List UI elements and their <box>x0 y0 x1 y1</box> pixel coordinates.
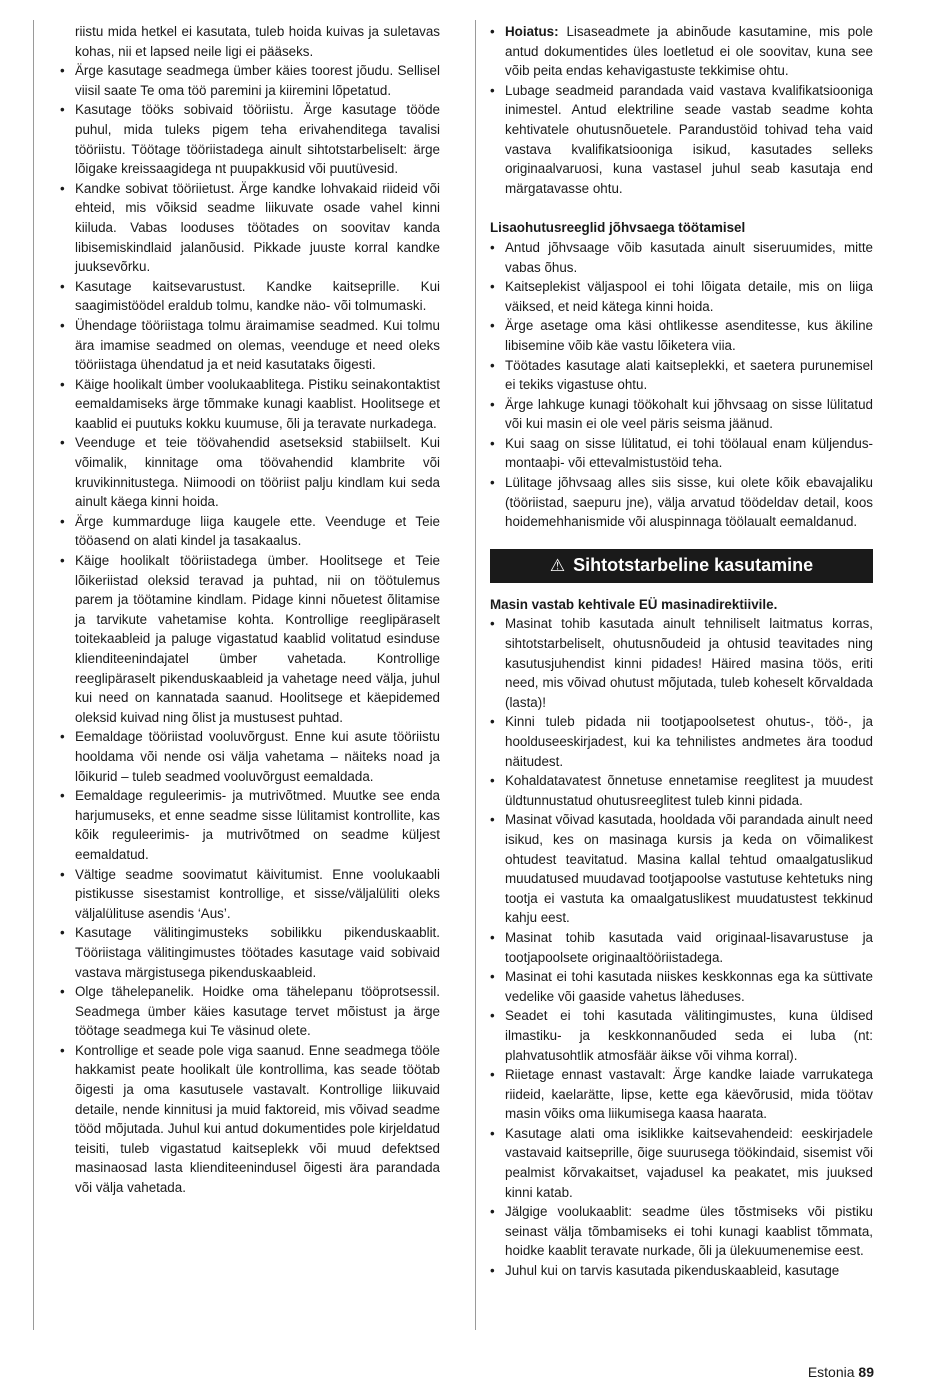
intended-use-title: Sihtotstarbeline kasutamine <box>573 555 814 576</box>
list-item-text: Vältige seadme soovimatut käivitumist. Enne voolukaabli pistikusse sisestamist kontrollige, et sisse/väljalüliti oleks väljalülituse asendis ‘Aus’. <box>75 866 440 921</box>
left-safety-list <box>60 22 440 1198</box>
list-item: • Juhul kui on tarvis kasutada pikenduskaableid, kasutage <box>490 1261 873 1281</box>
list-item: • Masinat ei tohi kasutada niiskes keskkonnas ega ka süttivate vedelike või gaaside vahetus läheduses. <box>490 967 873 1006</box>
left-margin-rule <box>33 20 34 1330</box>
list-item-text: Ärge kummarduge liiga kaugele ette. Veenduge et Teie tööasend on alati kindel ja tasakaalus. <box>75 513 440 549</box>
list-item: • Ärge lahkuge kunagi töökohalt kui jõhvsaag on sisse lülitatud või kui masin ei ole veel päris seisma jäänud. <box>490 395 873 434</box>
continued-text <box>60 22 440 61</box>
list-item: • Masinat võivad kasutada, hooldada või parandada ainult need isikud, kes on masinaga kursis ja keda on võimalikest ohtudest teavitatud. Masina kallal tehtud omaalgatuslikud muudatused muudavad tootjapoolse vastutuse kehtetuks ning tootja ei vastuta ka omaalgatuslikest muudatustest tekkinud kahju eest. <box>490 810 873 928</box>
list-item <box>490 22 873 81</box>
intended-use-banner <box>490 549 873 583</box>
safety-list-item <box>60 865 440 924</box>
footer-country: Estonia <box>807 1364 855 1380</box>
safety-list-item <box>60 512 440 551</box>
list-item-text: riistu mida hetkel ei kasutata, tuleb hoida kuivas ja suletavas kohas, nii et lapsed neile ligi ei pääseks. <box>75 24 440 59</box>
page-number: 89 <box>858 1364 874 1380</box>
list-item-text: Ärge kasutage seadmega ümber käies toorest jõudu. Sellisel viisil saate Te oma töö paremini ja kiiremini lõpetatud. <box>75 63 440 98</box>
column-divider <box>475 20 476 1330</box>
list-item: • Jälgige voolukaablit: seadme üles tõstmiseks või pistiku seinast välja tõmbamiseks ei tohi kunagi kaablist tõmmata, hoidke kaablit teravate nurkade, õli ja ülekuumenemise eest. <box>490 1202 873 1261</box>
left-column <box>60 22 440 1198</box>
list-item: • Antud jõhvsaage võib kasutada ainult siseruumides, mitte vabas õhus. <box>490 238 873 277</box>
safety-list-item <box>60 551 440 727</box>
list-item-text: Kontrollige et seade pole viga saanud. Enne seadmega tööle hakkamist peate hoolikalt üle kontrollima, kas seade töötab õigesti ja oma kasutusele vastavalt. Kontrollige liikuvaid detaile, nende kinnitusi ja muid faktoreid, mis võivad seadme tööd mõjutada. Juhul kui antud dokumentides pole kirjeldatud teisiti, tuleb vigastatud kaitseplekk või muud defektsed masinaosad lasta klienditeenindusel õigesti ära parandada või välja vahetada. <box>75 1042 440 1196</box>
jigsaw-safety-heading: Lisaohutusreeglid jõhvsaega töötamisel <box>490 220 746 236</box>
list-item-text: Kasutage tööks sobivaid tööriistu. Ärge kasutage tööde puhul, mida tuleks pigem teha erivahenditega tavalisi tööriistu. Töötage tööriistadega ainult sihtotstarbeliselt: ärge lõigake kreissaagidega nt puupakkusid või puutüvesid. <box>75 102 440 177</box>
list-item: • Riietage ennast vastavalt: Ärge kandke laiade varrukatega riideid, kaelarätte, lipse, kette ega käevõrusid, mida töötav masin võiks oma liikumisega kaasa haarata. <box>490 1065 873 1124</box>
list-item: • Seadet ei tohi kasutada välitingimustes, kuna üldised ilmastiku- ja keskkonnanõuded seda ei luba (nt: plahvatusohtlik atmosfäär äikse või vihma korral). <box>490 1006 873 1065</box>
right-column <box>490 22 873 1281</box>
list-item: • Kaitseplekist väljaspool ei tohi lõigata detaile, mis on liiga väiksed, et neid kätega kinni hoida. <box>490 277 873 316</box>
warning-triangle-icon: ⚠ <box>549 556 566 576</box>
list-item-text: Eemaldage reguleerimis- ja mutrivõtmed. Muutke see enda harjumuseks, et enne seadme sisse lülitamist kontrollite, kas kõik reguleerimis- ja mutrivõtmed on seadme küljest eemaldatud. <box>75 788 440 862</box>
list-item: • Ärge asetage oma käsi ohtlikesse asenditesse, kus äkiline libisemine võib käe vastu lõiketera viia. <box>490 316 873 355</box>
safety-list-item <box>60 433 440 511</box>
safety-list-item <box>60 786 440 864</box>
list-item: • Kinni tuleb pidada nii tootjapoolsetest ohutus-, töö-, ja hoolduseeskirjadest, kui ka tehnilistes andmetes ära toodud näitudest. <box>490 712 873 771</box>
list-item: • Kohaldatavatest õnnetuse ennetamise reeglitest ja muudest üldtunnustatud ohutusreeglitest tuleb kinni pidada. <box>490 771 873 810</box>
safety-list-item <box>60 316 440 375</box>
page-footer <box>808 1364 874 1380</box>
right-top-list <box>490 22 873 198</box>
list-item-text: Veenduge et teie töövahendid asetseksid stabiilselt. Kui võimalik, kinnitage oma töövahendid klambrite või kruvikinnitustega. Niimoodi on tööriist palju kindlam kui seda ainult käega kinni hoida. <box>75 435 440 510</box>
list-item-text: Kasutage välitingimusteks sobilikku pikenduskaablit. Tööriistaga välitingimustes töötades kasutage vaid sobivaid vastava märgistusega pikenduskaableid. <box>75 925 440 980</box>
safety-list-item <box>60 1041 440 1198</box>
list-item-text: Käige hoolikalt tööriistadega ümber. Hoolitsege et Teie lõikeriistad oleksid teravad ja puhtad, nii on töötulemus parem ja töötamine kindlam. Pidage kinni nõuetest õlitamise ja tarvikute vahetamise kohta. Kontrollige reeglipäraselt toitekaableid ja paluge vigastatud kaablid volitatud esinduse klienditeenindajatel ümber vahetada. Kontrollige reeglipäraselt pikenduskaableid ja vahetage need välja, juhul kui need on kannatada saanud. Hoolitsege et käepidemed oleksid kuivad ning õlist ja mustusest puhtad. <box>75 553 440 725</box>
list-item-text: Kandke sobivat tööriietust. Ärge kandke lohvakaid riideid või ehteid, mis võiksid seadme liikuvate osade vahel kinni kiiluda. Vabas looduses töötades on soovitav kanda libisemiskindlaid jalanõusid. Pikkade juuste korral kandke juuksevõrku. <box>75 180 440 275</box>
list-item: • Töötades kasutage alati kaitseplekki, et saetera purunemisel ei tekiks vigastuse ohtu. <box>490 356 873 395</box>
list-item: • Masinat tohib kasutada vaid originaal-lisavarustuse ja tootjapoolsete originaaltööriistadega. <box>490 928 873 967</box>
list-item: • Lülitage jõhvsaag alles siis sisse, kui olete kõik ebavajaliku (tööriistad, saepuru jne), välja arvatud töödeldav detail, koos hoidemehhanismide või aluspinnaga töölaualt eemaldanud. <box>490 473 873 532</box>
safety-list-item <box>60 277 440 316</box>
list-item <box>490 81 873 199</box>
list-item-text: Lisaseadmete ja abinõude kasutamine, mis pole antud dokumentides üles loetletud ei ole soovitav, kuna see võib peita endas kehavigastuste tekkimise ohtu. <box>505 24 873 79</box>
safety-list-item <box>60 375 440 434</box>
safety-list-item <box>60 923 440 982</box>
list-item-text: Eemaldage tööriistad vooluvõrgust. Enne kui asute tööriistu hooldama või nende osi välja vahetama – näiteks noad ja lõikurid – tuleb seadmed vooluvõrgust eemaldada. <box>75 729 440 784</box>
list-item-text: Lubage seadmeid parandada vaid vastava kvalifikatsiooniga inimestel. Antud elektriline seade vastab seadme kohta kehtivatele ohutusnõuetele. Parandustöid tohivad teha vaid vastava kvalifikatsiooniga isikud, kasutades selleks originaalvaruosi, kuna vastasel juhul seab kasutaja end märgatavasse ohtu. <box>505 82 873 196</box>
list-item: • Kasutage alati oma isiklikke kaitsevahendeid: eeskirjadele vastavaid kaitseprille, õige suurusega töökindaid, sisemist või pealmist kõrvakaitset, vajadusel ka peakatet, mis juuksed kinni katab. <box>490 1124 873 1202</box>
directive-statement: Masin vastab kehtivale EÜ masinadirektiivile. <box>490 596 778 612</box>
safety-list-item <box>60 61 440 100</box>
jigsaw-safety-list <box>490 238 873 532</box>
list-item: • Kui saag on sisse lülitatud, ei tohi töölaual enam küljendus- montaaþi- või ettevalmistustöid teha. <box>490 434 873 473</box>
safety-list-item <box>60 100 440 178</box>
warning-label: Hoiatus: <box>505 24 559 39</box>
list-item-text: Olge tähelepanelik. Hoidke oma tähelepanu tööprotsessil. Seadmega ümber käies kasutage tervet mõistust ja ärge töötage seadmega kui Te väsinud olete. <box>75 984 440 1039</box>
safety-list-item <box>60 727 440 786</box>
safety-list-item <box>60 179 440 277</box>
safety-list-item <box>60 982 440 1041</box>
list-item-text: Käige hoolikalt ümber voolukaablitega. Pistiku seinakontaktist eemaldamiseks ärge tõmmake kunagi kaablist. Hoolitsege et kaablid ei puutuks kokku kuumuse, õli ja teravate nurkadega. <box>75 376 440 431</box>
intended-use-list <box>490 614 873 1280</box>
list-item: • Masinat tohib kasutada ainult tehniliselt laitmatus korras, sihtotstarbeliselt, ohutusnõudeid ja ohtusid teavitades ning kasutusjuhendist kinni pidades! Häired masina töös, eriti need, mis võivad ohutust mõjutada, tuleb koheselt kõrvaldada (lasta)! <box>490 614 873 712</box>
list-item-text: Ühendage tööriistaga tolmu äraimamise seadmed. Kui tolmu ära imamise seadmed on olemas, veenduge et need oleks tööriistaga ühendatud ja et neid kasutataks õigesti. <box>75 317 440 373</box>
list-item-text: Kasutage kaitsevarustust. Kandke kaitseprille. Kui saagimistöödel eraldub tolmu, kandke näo- või tolmumaski. <box>75 278 440 314</box>
